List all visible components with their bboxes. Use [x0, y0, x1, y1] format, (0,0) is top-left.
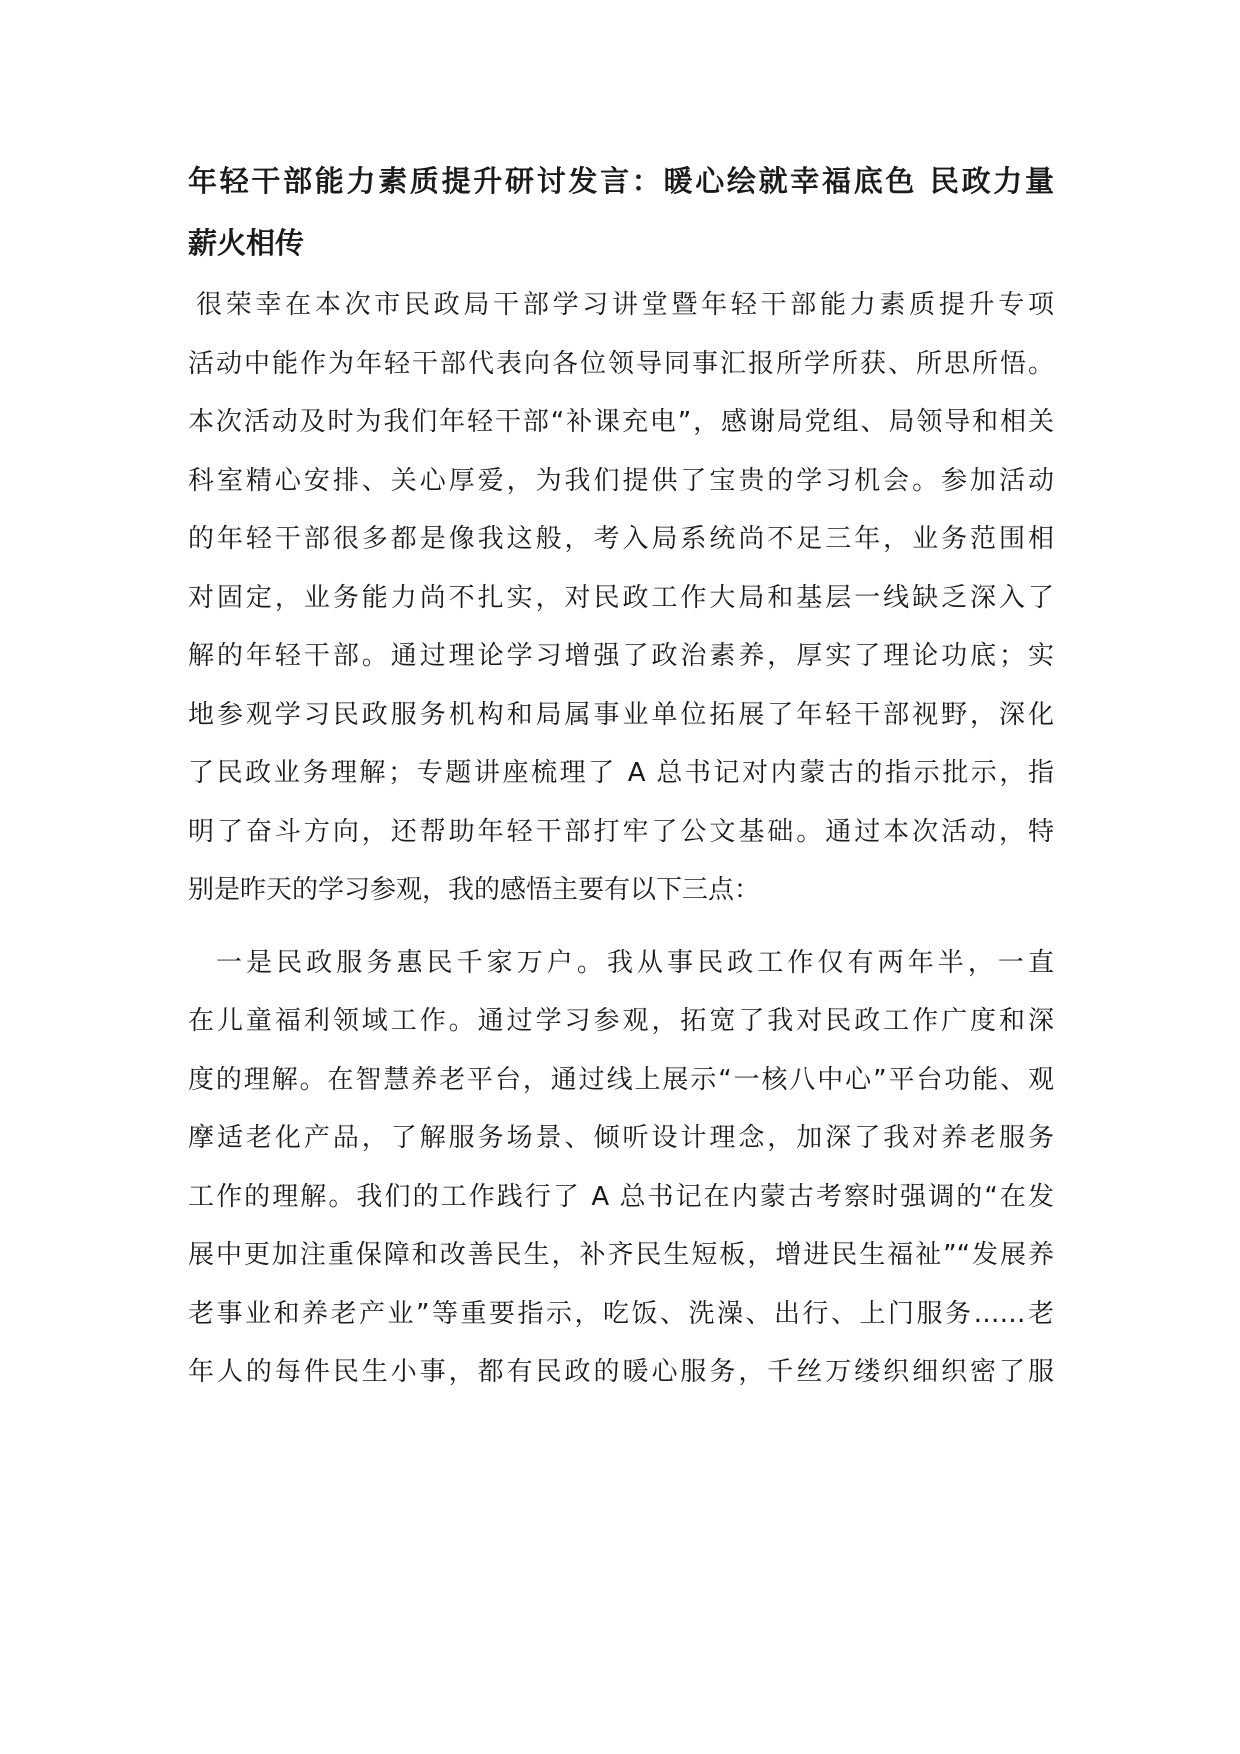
text-line: 了民政业务理解；专题讲座梳理了 A 总书记对内蒙古的指示批示，指: [188, 758, 1054, 788]
title-line: 年轻干部能力素质提升研讨发言：暖心绘就幸福底色 民政力量: [188, 164, 1054, 198]
text-line: 老事业和养老产业”等重要指示，吃饭、洗澡、出行、上门服务……老: [188, 1298, 1054, 1329]
text-line: 明了奋斗方向，还帮助年轻干部打牢了公文基础。通过本次活动，特: [188, 816, 1054, 847]
document-title: [188, 150, 1054, 274]
text-line: 一是民政服务惠民千家万户。我从事民政工作仅有两年半，一直: [216, 947, 1054, 978]
paragraph-2: [188, 934, 1054, 1402]
text-line: 对固定，业务能力尚不扎实，对民政工作大局和基层一线缺乏深入了: [188, 582, 1054, 613]
title-line: 薪火相传: [188, 226, 305, 260]
text-line: 很荣幸在本次市民政局干部学习讲堂暨年轻干部能力素质提升专项: [196, 290, 1054, 320]
text-line: 解的年轻干部。通过理论学习增强了政治素养，厚实了理论功底；实: [188, 641, 1054, 671]
text-line: 活动中能作为年轻干部代表向各位领导同事汇报所学所获、所思所悟。: [188, 348, 1054, 379]
text-line: 别是昨天的学习参观，我的感悟主要有以下三点：: [188, 875, 761, 905]
text-line: 科室精心安排、关心厚爱，为我们提供了宝贵的学习机会。参加活动: [188, 465, 1054, 496]
paragraph-1: [188, 276, 1054, 920]
text-line: 的年轻干部很多都是像我这般，考入局系统尚不足三年，业务范围相: [188, 524, 1054, 554]
text-line: 工作的理解。我们的工作践行了 A 总书记在内蒙古考察时强调的“在发: [188, 1181, 1054, 1212]
text-line: 地参观学习民政服务机构和局属事业单位拓展了年轻干部视野，深化: [188, 699, 1054, 730]
document-page: [188, 150, 1054, 1402]
text-line: 本次活动及时为我们年轻干部“补课充电”，感谢局党组、局领导和相关: [188, 407, 1054, 437]
text-line: 在儿童福利领域工作。通过学习参观，拓宽了我对民政工作广度和深: [188, 1006, 1054, 1036]
text-line: 展中更加注重保障和改善民生，补齐民生短板，增进民生福祉”“发展养: [188, 1240, 1054, 1270]
text-line: 年人的每件民生小事，都有民政的暖心服务，千丝万缕织细织密了服: [188, 1357, 1054, 1387]
text-line: 度的理解。在智慧养老平台，通过线上展示“一核八中心”平台功能、观: [188, 1064, 1054, 1095]
text-line: 摩适老化产品，了解服务场景、倾听设计理念，加深了我对养老服务: [188, 1123, 1054, 1153]
